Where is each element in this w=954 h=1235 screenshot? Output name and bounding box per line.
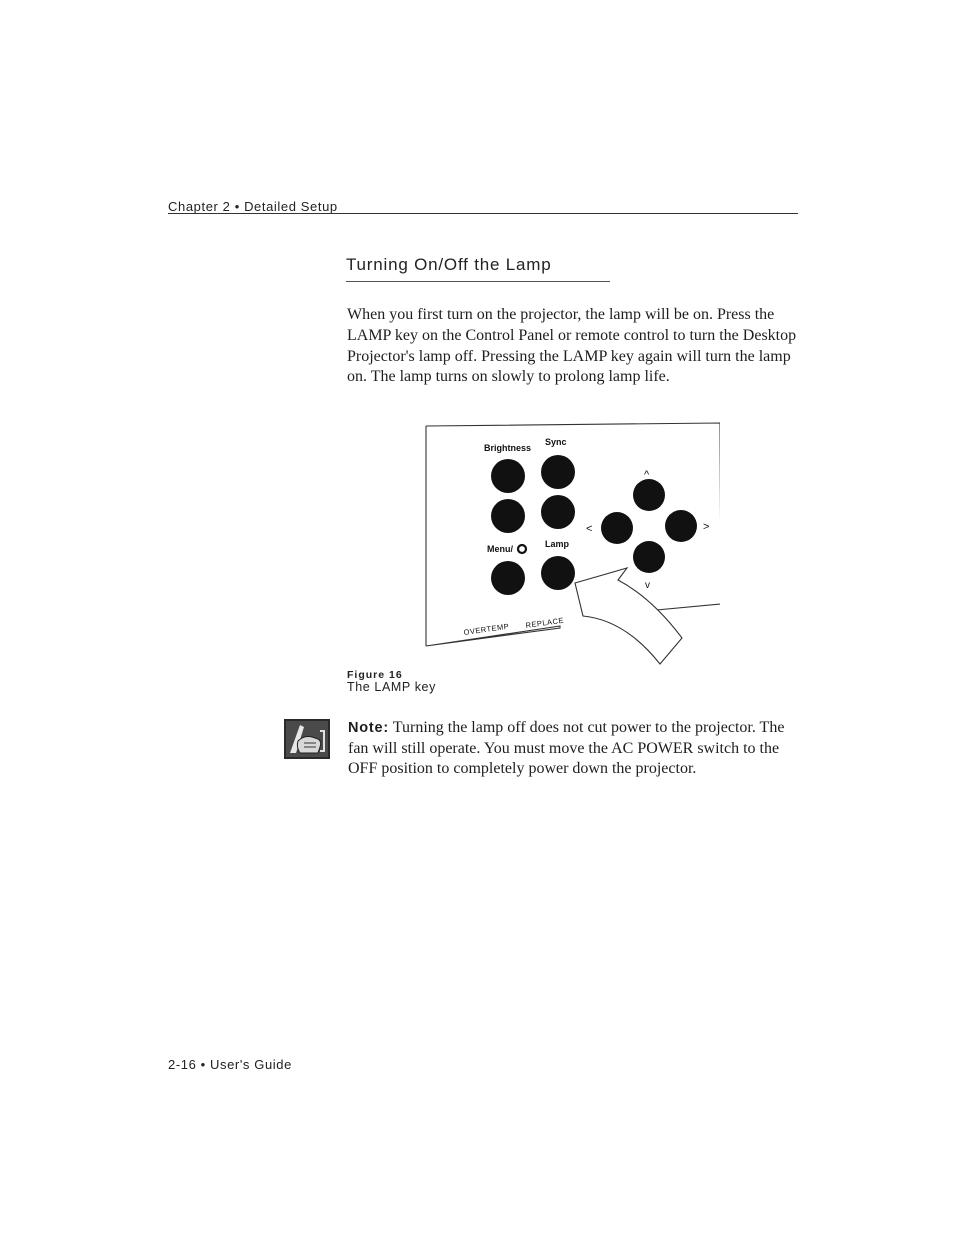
menu-label: Menu/: [487, 544, 513, 554]
page-footer: 2-16 • User's Guide: [168, 1057, 292, 1072]
note-label: Note:: [348, 720, 390, 736]
body-paragraph: When you first turn on the projector, the lamp will be on. Press the LAMP key on the Control Panel or remote control to turn the Desktop Projector's lamp off. Pressing the LAMP key again will turn the lamp on. The lamp turns on slowly to prolong lamp life.: [347, 306, 797, 386]
right-arrow-button[interactable]: [665, 510, 697, 542]
sync-up-button[interactable]: [541, 455, 575, 489]
writing-hand-icon: [284, 719, 330, 759]
left-arrow-icon: <: [586, 523, 593, 535]
note-text: Turning the lamp off does not cut power to the projector. The fan will still operate. You must move the AC POWER switch to the OFF position to completely power down the projector.: [348, 719, 785, 778]
menu-button[interactable]: [491, 561, 525, 595]
control-panel-figure: [420, 418, 720, 668]
section-title: Turning On/Off the Lamp: [346, 255, 552, 274]
brightness-label: Brightness: [484, 443, 532, 453]
sync-label: Sync: [545, 437, 567, 447]
left-arrow-button[interactable]: [601, 512, 633, 544]
lamp-label: Lamp: [545, 539, 570, 549]
replace-indicator-label: REPLACE: [525, 615, 565, 630]
lamp-button[interactable]: [541, 556, 575, 590]
brightness-up-button[interactable]: [491, 459, 525, 493]
note-block: [348, 718, 793, 780]
down-arrow-icon: v: [645, 580, 650, 591]
figure-caption: The LAMP key: [347, 680, 436, 694]
figure-label: Figure 16: [347, 669, 403, 681]
running-head: Chapter 2 • Detailed Setup: [168, 199, 338, 214]
enter-circle-icon: [518, 545, 526, 553]
sync-down-button[interactable]: [541, 495, 575, 529]
up-arrow-button[interactable]: [633, 479, 665, 511]
down-arrow-button[interactable]: [633, 541, 665, 573]
brightness-down-button[interactable]: [491, 499, 525, 533]
right-arrow-icon: >: [703, 521, 710, 533]
overtemp-indicator-label: OVERTEMP: [463, 621, 510, 637]
pointer-arrow: [575, 568, 682, 664]
up-arrow-icon: ^: [644, 469, 650, 481]
header-rule: [168, 213, 798, 214]
title-underline: [346, 281, 610, 282]
